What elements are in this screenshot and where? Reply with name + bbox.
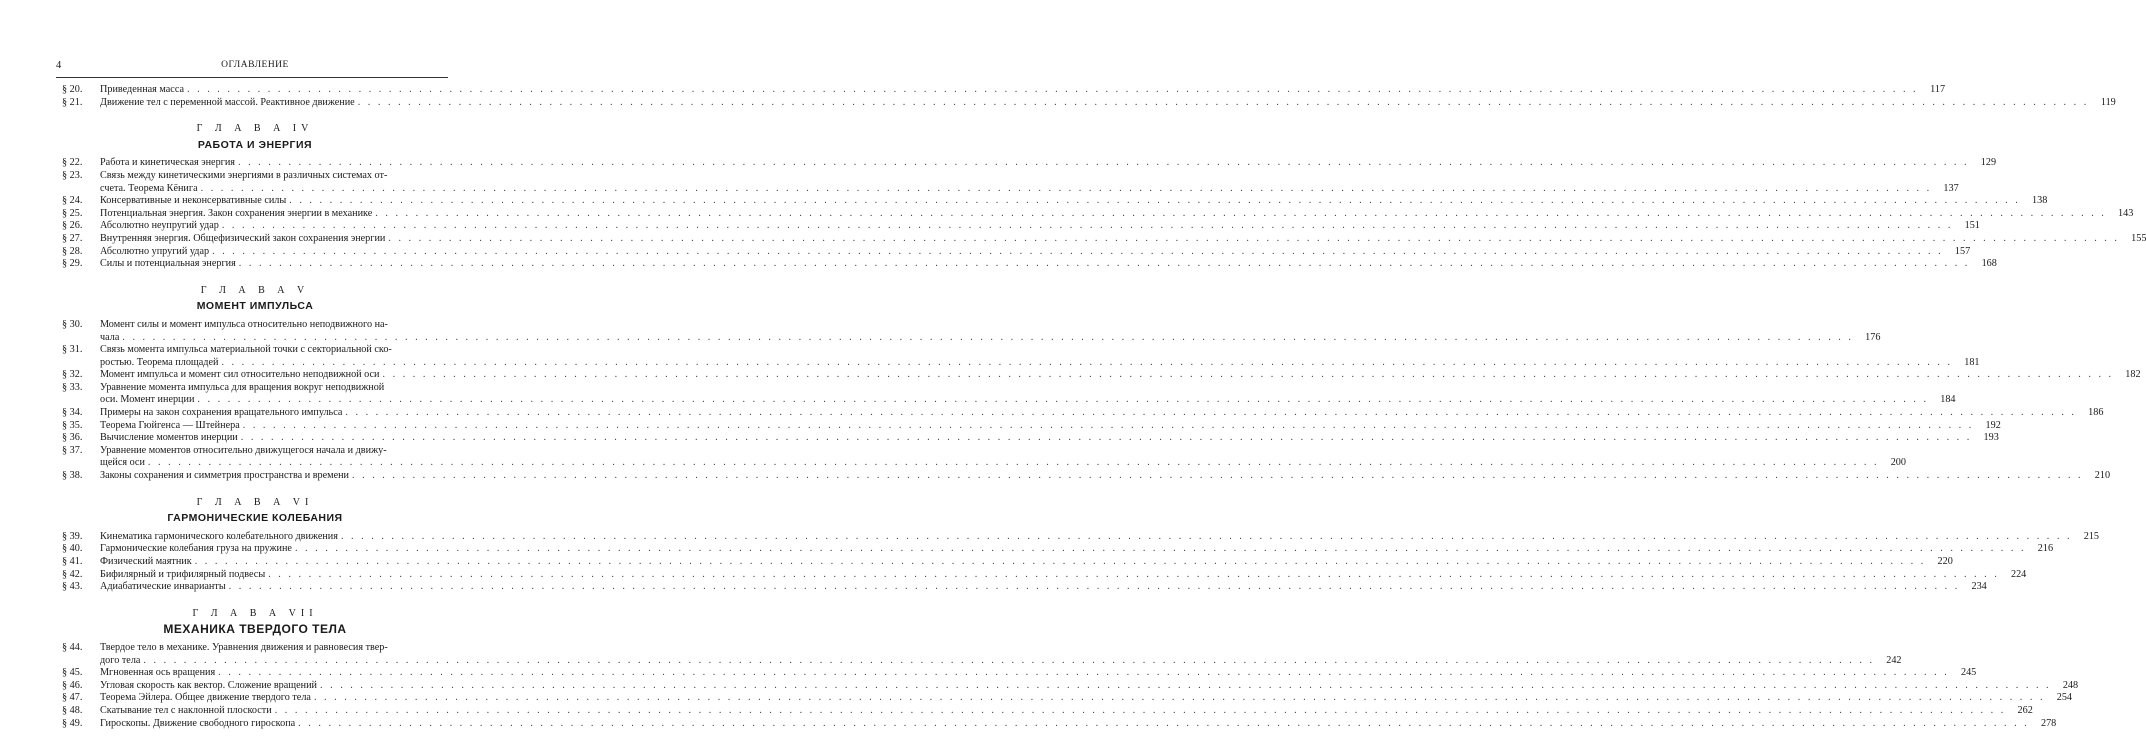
entry-title-line: счета. Теорема Кёнига <box>100 182 198 194</box>
toc-entry <box>62 381 1956 407</box>
page-ref: 278 <box>2040 717 2057 729</box>
entry-title-line: Работа и кинетическая энергия <box>100 157 235 169</box>
entry-body <box>100 319 1880 344</box>
entry-title-line: Угловая скорость как вектор. Сложение вращений <box>100 679 318 691</box>
chapter-label: Г Л А В А VI <box>196 496 314 508</box>
leader-dots <box>268 569 1999 582</box>
chapter-label: Г Л А В А IV <box>196 123 314 135</box>
page-ref: 254 <box>2056 692 2073 704</box>
entry-title-line: чала <box>100 331 120 343</box>
entry-last-line <box>100 208 2133 221</box>
page-ref: 224 <box>2010 568 2027 580</box>
section-number: § 28. <box>62 245 83 257</box>
toc-entry <box>62 96 2116 110</box>
leader-dots <box>295 543 2026 556</box>
leader-dots <box>383 369 2114 382</box>
entry-last-line <box>100 470 2110 483</box>
entry-last-line <box>100 195 2047 208</box>
page-ref: 215 <box>2083 530 2100 542</box>
toc-entry <box>62 470 2111 483</box>
book-page <box>56 0 2146 750</box>
entry-body <box>100 680 2078 693</box>
page-ref: 220 <box>1937 556 1953 567</box>
entry-title-line: Кинематика гармонического колебательного движения <box>100 530 338 542</box>
entry-last-line <box>100 332 1880 345</box>
toc-entry <box>62 318 1881 344</box>
entry-title-line: Твердое тело в механике. Уравнения движения и равновесия твер- <box>100 641 388 653</box>
entry-title-line: Движение тел с переменной массой. Реактивное движение <box>100 96 355 108</box>
page-ref: 192 <box>1985 419 2001 431</box>
page-ref: 151 <box>1964 220 1980 232</box>
leader-dots <box>222 220 1953 233</box>
section-number: § 29. <box>62 258 83 270</box>
entry-title-line: Бифилярный и трифилярный подвесы <box>100 568 266 580</box>
entry-last-line <box>100 569 2026 582</box>
toc-entry <box>62 667 1977 680</box>
entry-last-line <box>100 357 1980 370</box>
toc-entry <box>62 245 1971 259</box>
chapter-title: МОМЕНТ ИМПУЛЬСА <box>196 300 314 313</box>
entry-title-line: Уравнение момента импульса для вращения вокруг неподвижной <box>100 381 385 393</box>
entry-title-line: Внутренняя энергия. Общефизический закон сохранения энергии <box>100 232 386 244</box>
leader-dots <box>238 157 1969 170</box>
entry-title-line: щейся оси <box>100 457 145 469</box>
section-number: § 39. <box>62 530 83 542</box>
chapter-title: РАБОТА И ЭНЕРГИЯ <box>197 138 313 151</box>
entry-body <box>100 470 2110 483</box>
section-number: § 30. <box>62 318 83 330</box>
toc-entry <box>62 543 2054 556</box>
entry-last-line <box>100 157 1996 170</box>
toc-entry <box>62 157 1997 170</box>
entry-last-line <box>100 84 1945 97</box>
chapter-block <box>62 496 2100 594</box>
entry-body <box>100 246 1970 259</box>
header-rule <box>56 77 448 78</box>
entry-title-line: Адиабатические инварианты <box>100 581 226 593</box>
leader-dots <box>212 246 1943 259</box>
entry-body <box>100 581 1987 594</box>
page-number: 4 <box>56 60 62 71</box>
entry-title-line: Физический маятник <box>100 556 192 567</box>
page-ref: 210 <box>2094 470 2111 482</box>
entry-title-line: дого тела <box>100 654 141 666</box>
entry-last-line <box>100 97 2116 110</box>
entry-body <box>100 258 1997 271</box>
toc-entry <box>62 419 2001 433</box>
page-ref: 137 <box>1943 182 1959 194</box>
entry-body <box>100 157 1996 170</box>
entry-body <box>100 432 1999 445</box>
leader-dots <box>243 420 1974 433</box>
section-number: § 46. <box>62 679 83 691</box>
entry-title-line: Теорема Гюйгенса — Штейнера <box>100 419 240 431</box>
entry-last-line <box>100 556 1953 569</box>
entry-title-line: оси. Момент инерции <box>100 394 195 406</box>
entry-last-line <box>100 531 2099 544</box>
toc-entry <box>62 717 2057 731</box>
page-header <box>56 60 448 76</box>
entry-body <box>100 543 2053 556</box>
toc-entry <box>62 704 2033 718</box>
leader-dots <box>314 692 2045 705</box>
page-ref: 157 <box>1954 245 1971 257</box>
entry-last-line <box>100 420 2001 433</box>
entry-last-line <box>100 718 2056 731</box>
section-number: § 21. <box>62 96 83 108</box>
leader-dots <box>221 357 1952 370</box>
entry-last-line <box>100 543 2053 556</box>
entry-title-line: Мгновенная ось вращения <box>100 667 216 679</box>
entry-body <box>100 407 2103 420</box>
section-number: § 26. <box>62 220 83 232</box>
section-number: § 42. <box>62 568 83 580</box>
entry-last-line <box>100 655 1902 668</box>
toc-entry <box>62 407 2104 420</box>
toc-entry <box>62 84 1946 97</box>
page-ref: 119 <box>2100 96 2116 108</box>
page-ref: 117 <box>1930 84 1946 95</box>
toc-entry <box>62 195 2048 208</box>
section-number: § 40. <box>62 543 83 555</box>
leader-dots <box>375 208 2106 221</box>
entry-body <box>100 420 2001 433</box>
toc-entry <box>62 679 2079 693</box>
toc-entry <box>62 581 1987 594</box>
entry-last-line <box>100 457 1906 470</box>
entry-body <box>100 531 2099 544</box>
entry-title-line: Потенциальная энергия. Закон сохранения энергии в механике <box>100 207 373 219</box>
page-ref: 176 <box>1865 331 1881 343</box>
entry-body <box>100 220 1980 233</box>
section-number: § 36. <box>62 432 83 444</box>
page-ref: 181 <box>1964 356 1980 368</box>
entry-body <box>100 382 1956 407</box>
chapter-title: МЕХАНИКА ТВЕРДОГО ТЕЛА <box>163 622 347 637</box>
section-number: § 25. <box>62 207 83 219</box>
leader-dots <box>229 581 1960 594</box>
section-number: § 44. <box>62 641 83 653</box>
section-number: § 43. <box>62 581 83 593</box>
entry-title-line: Примеры на закон сохранения вращательного импульса <box>100 407 343 419</box>
section-number: § 20. <box>62 84 83 95</box>
chapter-title: ГАРМОНИЧЕСКИЕ КОЛЕБАНИЯ <box>167 512 343 525</box>
section-number: § 49. <box>62 717 83 729</box>
page-ref: 242 <box>1886 654 1902 666</box>
entry-title-line: Приведенная масса <box>100 84 184 95</box>
toc-entry <box>62 444 1906 470</box>
entry-body <box>100 97 2116 110</box>
section-number: § 35. <box>62 419 83 431</box>
entry-last-line <box>100 667 1976 680</box>
section-number: § 38. <box>62 470 83 482</box>
entry-title-line: Гироскопы. Движение свободного гироскопа <box>100 717 296 729</box>
page-ref: 129 <box>1980 157 1997 169</box>
entry-body <box>100 642 1902 667</box>
toc-entry <box>62 556 1953 569</box>
section-number: § 24. <box>62 195 83 207</box>
leader-dots <box>341 531 2072 544</box>
chapter-label: Г Л А В А V <box>200 284 310 296</box>
section-number: § 41. <box>62 556 83 567</box>
section-number: § 45. <box>62 667 83 679</box>
toc-entry <box>62 369 2141 382</box>
entry-title-line: Скатывание тел с наклонной плоскости <box>100 704 272 716</box>
page-ref: 245 <box>1960 667 1977 679</box>
entry-title-line: Силы и потенциальная энергия <box>100 258 236 270</box>
chapter-block <box>62 84 2116 109</box>
leader-dots <box>201 183 1932 196</box>
toc-entry <box>62 232 2146 246</box>
page-ref: 184 <box>1940 394 1956 406</box>
entry-last-line <box>100 220 1980 233</box>
leader-dots <box>298 718 2029 731</box>
entry-title-line: Абсолютно неупругий удар <box>100 220 219 232</box>
page-ref: 143 <box>2118 207 2134 219</box>
entry-last-line <box>100 692 2072 705</box>
entry-title-line: Связь между кинетическими энергиями в различных системах от- <box>100 169 388 181</box>
entry-title-line: Теорема Эйлера. Общее движение твердого тела <box>100 692 311 704</box>
page-ref: 182 <box>2125 369 2141 381</box>
leader-dots <box>358 97 2089 110</box>
leader-dots <box>195 556 1926 569</box>
entry-body <box>100 667 1976 680</box>
section-number: § 27. <box>62 232 83 244</box>
page-ref: 200 <box>1890 457 1906 469</box>
toc-entry <box>62 692 2073 705</box>
running-title: ОГЛАВЛЕНИЕ <box>221 60 289 70</box>
page-ref: 248 <box>2062 679 2079 691</box>
entry-title-line: Законы сохранения и симметрия пространства и времени <box>100 470 349 482</box>
entry-title-line: Консервативные и неконсервативные силы <box>100 195 287 207</box>
toc-entry <box>62 641 1902 667</box>
page-ref: 193 <box>1983 432 1999 444</box>
page-ref: 138 <box>2032 195 2048 207</box>
entry-body <box>100 692 2072 705</box>
entry-body <box>100 195 2047 208</box>
page-ref: 155 <box>2131 232 2146 244</box>
section-number: § 31. <box>62 344 83 356</box>
page-ref: 216 <box>2037 543 2054 555</box>
page-ref: 262 <box>2017 704 2033 716</box>
entry-body <box>100 344 1980 369</box>
entry-body <box>100 705 2033 718</box>
toc-entry <box>62 530 2100 544</box>
entry-last-line <box>100 705 2033 718</box>
entry-last-line <box>100 233 2146 246</box>
leader-dots <box>275 705 2006 718</box>
page-ref: 186 <box>2088 407 2104 419</box>
toc-entry <box>62 432 1999 445</box>
entry-last-line <box>100 680 2078 693</box>
leader-dots <box>388 233 2119 246</box>
section-number: § 47. <box>62 692 83 704</box>
chapter-label: Г Л А В А VII <box>192 607 318 619</box>
entry-title-line: Момент импульса и момент сил относительно неподвижной оси <box>100 369 380 381</box>
section-number: § 22. <box>62 157 83 169</box>
section-number: § 33. <box>62 381 83 393</box>
chapter-block <box>62 607 2079 730</box>
leader-dots <box>187 84 1918 97</box>
entry-title-line: Гармонические колебания груза на пружине <box>100 543 292 555</box>
entry-last-line <box>100 183 1959 196</box>
entry-title-line: Абсолютно упругий удар <box>100 245 210 257</box>
section-number: § 32. <box>62 369 83 381</box>
entry-last-line <box>100 246 1970 259</box>
entry-title-line: Уравнение моментов относительно движущегося начала и движу- <box>100 444 387 456</box>
entry-last-line <box>100 407 2103 420</box>
chapter-block <box>62 123 2146 271</box>
section-number: § 23. <box>62 169 83 181</box>
toc-entry <box>62 258 1997 271</box>
toc-entry <box>62 220 1980 233</box>
entry-title-line: Связь момента импульса материальной точки с секториальной ско- <box>100 344 392 356</box>
section-number: § 34. <box>62 407 83 419</box>
entry-last-line <box>100 369 2141 382</box>
entry-last-line <box>100 394 1956 407</box>
section-number: § 37. <box>62 444 83 456</box>
toc-entry <box>62 568 2027 582</box>
entry-title-line: Момент силы и момент импульса относительно неподвижного на- <box>100 318 388 330</box>
entry-title-line: Вычисление моментов инерции <box>100 432 238 444</box>
entry-body <box>100 369 2141 382</box>
entry-last-line <box>100 432 1999 445</box>
section-number: § 48. <box>62 704 83 716</box>
entry-body <box>100 170 1959 195</box>
leader-dots <box>122 332 1853 345</box>
leader-dots <box>241 432 1972 445</box>
entry-body <box>100 556 1953 569</box>
entry-title-line: ростью. Теорема площадей <box>100 356 219 368</box>
leader-dots <box>197 394 1928 407</box>
chapter-block <box>62 284 2141 483</box>
toc-entry <box>62 207 2134 221</box>
table-of-contents <box>62 84 2146 730</box>
entry-body <box>100 569 2026 582</box>
entry-last-line <box>100 258 1997 271</box>
toc-entry <box>62 344 1980 369</box>
leader-dots <box>345 407 2076 420</box>
leader-dots <box>148 457 1879 470</box>
leader-dots <box>143 655 1874 668</box>
leader-dots <box>239 258 1970 271</box>
entry-body <box>100 718 2056 731</box>
page-ref: 168 <box>1981 258 1997 270</box>
page-ref: 234 <box>1971 581 1987 593</box>
leader-dots <box>289 195 2020 208</box>
leader-dots <box>352 470 2083 483</box>
toc-entry <box>62 169 1959 195</box>
leader-dots <box>320 680 2051 693</box>
entry-last-line <box>100 581 1987 594</box>
entry-body <box>100 445 1906 470</box>
entry-body <box>100 84 1945 97</box>
leader-dots <box>218 667 1949 680</box>
entry-body <box>100 233 2146 246</box>
entry-body <box>100 208 2133 221</box>
